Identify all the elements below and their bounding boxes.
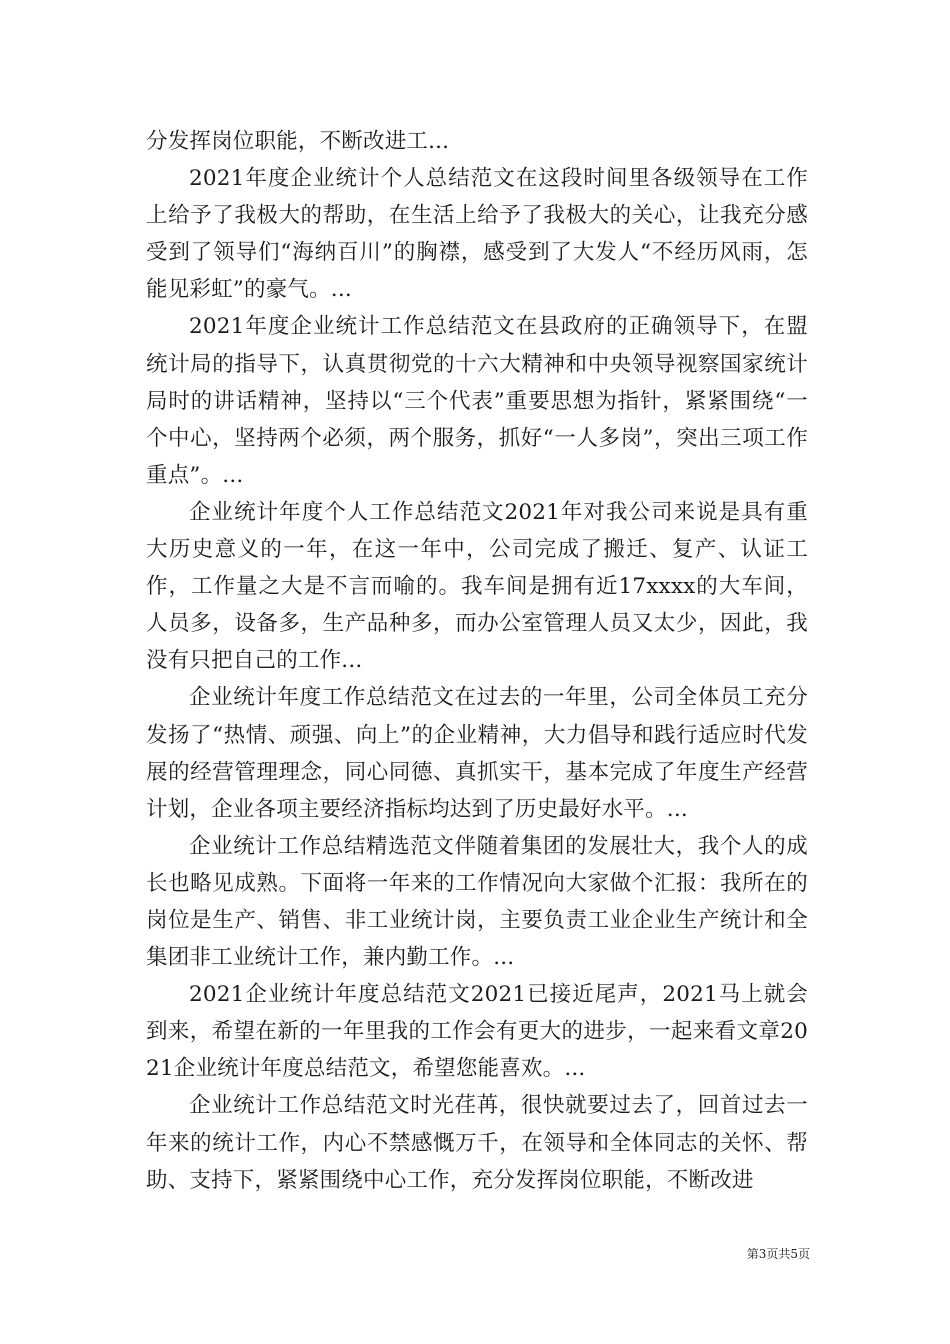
- paragraph: 2021年度企业统计工作总结范文在县政府的正确领导下，在盟统计局的指导下，认真贯彻党的十六大精神和中央领导视察国家统计局时的讲话精神，坚持以“三个代表”重要思想为指针，紧紧围绕“一个中心，坚持两个必须，两个服务，抓好“一人多岗”，突出三项工作重点”。...: [146, 314, 808, 488]
- document-body: [146, 123, 808, 1199]
- page-number-footer: 第3页共5页: [746, 1247, 810, 1261]
- paragraph-continuation: 分发挥岗位职能，不断改进工...: [146, 129, 450, 154]
- paragraph: 企业统计年度个人工作总结范文2021年对我公司来说是具有重大历史意义的一年，在这一年中，公司完成了搬迁、复产、认证工作，工作量之大是不言而喻的。我车间是拥有近17xxxx的大车间，人员多，设备多，生产品种多，而办公室管理人员又太少，因此，我没有只把自己的工作...: [146, 499, 808, 674]
- paragraph: 2021年度企业统计个人总结范文在这段时间里各级领导在工作上给予了我极大的帮助，在生活上给予了我极大的关心，让我充分感受到了领导们“海纳百川”的胸襟，感受到了大发人“不经历风雨，怎能见彩虹”的豪气。...: [146, 166, 808, 303]
- paragraph: 企业统计年度工作总结范文在过去的一年里，公司全体员工充分发扬了“热情、顽强、向上”的企业精神，大力倡导和践行适应时代发展的经营管理理念，同心同德、真抓实干，基本完成了年度生产经营计划，企业各项主要经济指标均达到了历史最好水平。...: [146, 685, 808, 822]
- paragraph: 企业统计工作总结范文时光荏苒，很快就要过去了，回首过去一年来的统计工作，内心不禁感慨万千，在领导和全体同志的关怀、帮助、支持下，紧紧围绕中心工作，充分发挥岗位职能，不断改进: [146, 1093, 808, 1193]
- paragraph: 企业统计工作总结精选范文伴随着集团的发展壮大，我个人的成长也略见成熟。下面将一年来的工作情况向大家做个汇报：我所在的岗位是生产、销售、非工业统计岗，主要负责工业企业生产统计和全集团非工业统计工作，兼内勤工作。...: [146, 833, 808, 971]
- paragraph: 2021企业统计年度总结范文2021已接近尾声，2021马上就会到来，希望在新的一年里我的工作会有更大的进步，一起来看文章2021企业统计年度总结范文，希望您能喜欢。...: [146, 982, 808, 1082]
